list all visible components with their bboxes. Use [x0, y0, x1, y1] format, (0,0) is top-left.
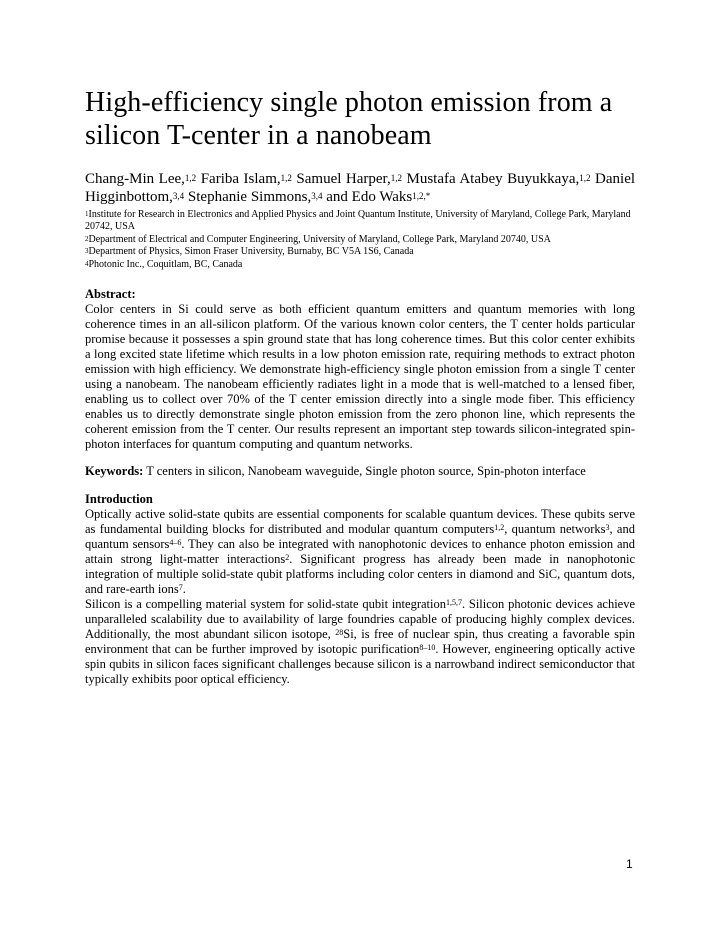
author-name: Mustafa Atabey Buyukkaya, — [401, 171, 580, 187]
citation-marker: 3 — [605, 523, 610, 533]
affiliation-list — [85, 209, 635, 271]
introduction-heading: Introduction — [85, 492, 153, 507]
paragraph-text-run: , quantum networks — [504, 522, 606, 537]
paper-page — [85, 86, 635, 687]
citation-marker: 2 — [285, 553, 290, 563]
affiliation-text: Photonic Inc., Coquitlam, BC, Canada — [88, 258, 243, 270]
affiliation-item — [85, 234, 635, 246]
paragraph-text-run: . They can also be integrated with nanophotonic devices to enhance photon emission and attain strong light-matter interactions — [85, 537, 635, 567]
author-affiliation-marker: 3,4 — [172, 191, 185, 201]
paragraph-text-run: . Silicon photonic devices achieve unparalleled scalability due to availability of large foundries capable of producing highly complex devices. Additionally, the most abundant silicon isotope, — [85, 597, 636, 642]
abstract-section — [85, 286, 635, 452]
paragraph-text-run: Silicon is a compelling material system for solid-state qubit integration — [85, 597, 446, 612]
affiliation-text: Department of Physics, Simon Fraser University, Burnaby, BC V5A 1S6, Canada — [88, 246, 414, 258]
author-name: Chang-Min Lee, — [85, 171, 185, 187]
paragraph-text-run: . Significant progress has already been made in nanophotonic integration of multiple solid-state qubit platforms including color centers in diamond and SiC, quantum dots, and rare-earth ions — [85, 552, 635, 597]
affiliation-item — [85, 209, 635, 234]
citation-marker: 4–6 — [169, 538, 182, 548]
affiliation-item — [85, 246, 635, 258]
abstract-text: Color centers in Si could serve as both efficient quantum emitters and quantum memories with long coherence times in an all-silicon platform. Of the various known color centers, the T center holds particular promise because it possesses a spin ground state that has long coherence times. But this color center exhibits a long excited state lifetime which results in a low photon emission rate, requiring methods to extract photon emission with high efficiency. We demonstrate high-efficiency single photon emission from a single T center using a nanobeam. The nanobeam efficiently radiates light in a mode that is well-matched to a lensed fiber, enabling us to collect over 70% of the T center emission directly into a single mode fiber. This efficiency enables us to directly demonstrate single photon emission from the zero phonon line, which represents the coherent emission from the T center. Our results represent an important step towards silicon-integrated spin-photon interfaces for quantum computing and quantum networks. — [85, 302, 635, 452]
affiliation-item — [85, 259, 635, 271]
author-name: Stephanie Simmons, — [184, 189, 312, 205]
paragraph-text-run: Si, is free of nuclear spin, thus creating a favorable spin environment that can be further improved by isotopic purification — [85, 627, 636, 657]
paragraph-text-run: . — [182, 582, 186, 597]
introduction-paragraph-1 — [85, 507, 635, 597]
keywords-section — [85, 464, 635, 479]
author-list — [85, 170, 635, 206]
citation-marker: 28 — [335, 628, 344, 638]
affiliation-text: Department of Electrical and Computer Engineering, University of Maryland, College Park, Maryland 20740, USA — [88, 233, 551, 245]
keywords-text: T centers in silicon, Nanobeam waveguide, Single photon source, Spin-photon interface — [143, 464, 586, 479]
author-affiliation-marker: 1,2 — [390, 173, 402, 183]
author-affiliation-marker: 1,2,* — [412, 191, 431, 201]
paragraph-text-run: , and quantum sensors — [85, 522, 635, 552]
affiliation-marker: 1 — [85, 210, 89, 218]
author-name: Samuel Harper, — [291, 171, 391, 187]
author-affiliation-marker: 1,2 — [184, 173, 197, 183]
author-affiliation-marker: 1,2 — [280, 173, 292, 183]
affiliation-text: Institute for Research in Electronics and Applied Physics and Joint Quantum Institute, University of Maryland, College Park, Maryland 20742, USA — [85, 209, 631, 233]
page-number: 1 — [626, 857, 633, 871]
affiliation-marker: 4 — [85, 259, 89, 268]
affiliation-marker: 2 — [85, 234, 89, 243]
introduction-paragraph-2 — [85, 597, 635, 687]
author-name: Fariba Islam, — [196, 171, 281, 187]
paper-title: High-efficiency single photon emission from a silicon T-center in a nanobeam — [85, 87, 613, 151]
paragraph-text-run: . However, engineering optically active spin qubits in silicon faces significant challenges because silicon is a narrowband indirect semiconductor that typically exhibits poor optical efficiency. — [85, 642, 635, 687]
author-affiliation-marker: 3,4 — [311, 191, 323, 201]
affiliation-marker: 3 — [85, 247, 89, 256]
citation-marker: 7 — [178, 583, 183, 593]
abstract-heading: Abstract: — [85, 287, 136, 302]
author-name: Daniel Higginbottom, — [85, 171, 636, 205]
citation-marker: 8–10 — [419, 643, 436, 653]
author-name: and Edo Waks — [322, 189, 413, 205]
citation-marker: 1,2 — [494, 523, 505, 533]
keywords-label: Keywords: — [85, 464, 144, 479]
citation-marker: 1,5,7 — [445, 598, 462, 608]
paragraph-text-run: Optically active solid-state qubits are essential components for scalable quantum devices. These qubits serve as fundamental building blocks for distributed and modular quantum computers — [85, 507, 635, 537]
author-affiliation-marker: 1,2 — [579, 173, 591, 183]
